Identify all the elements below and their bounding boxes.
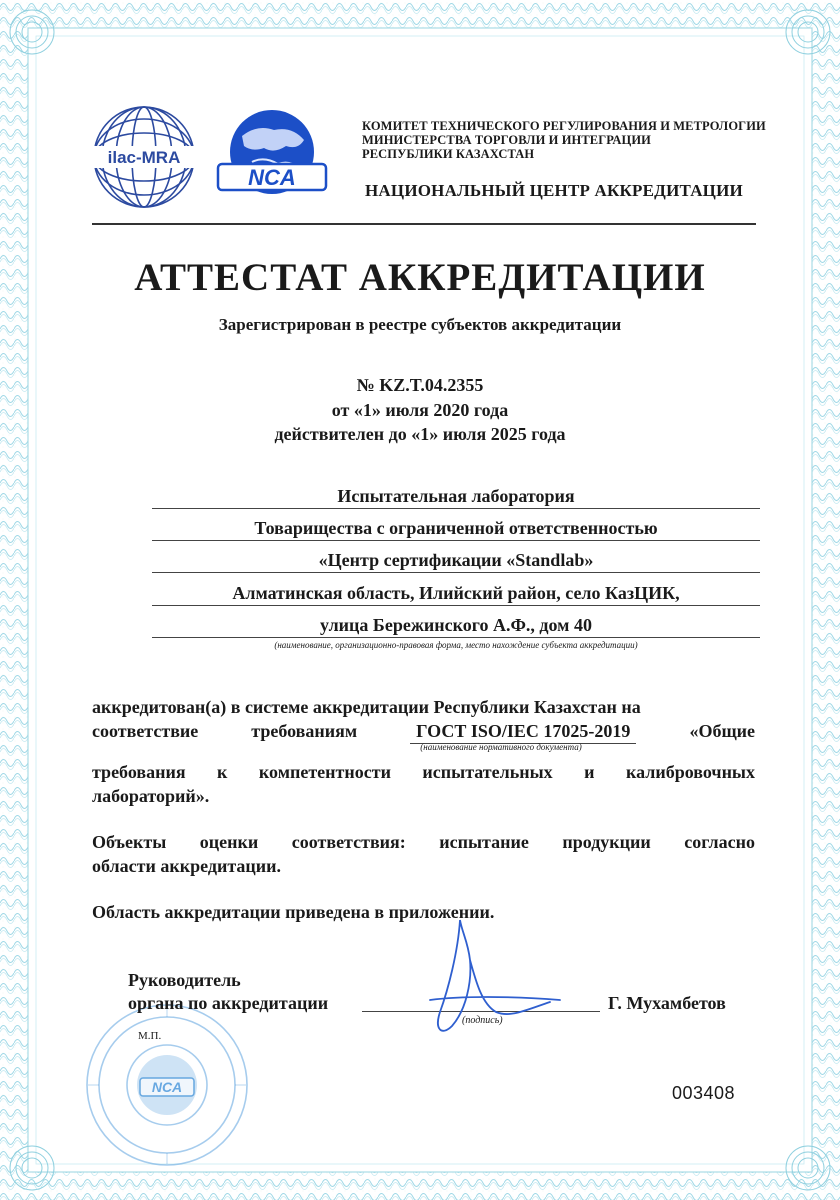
accreditation-line-3: требования к компетентности испытательных и калибровочных bbox=[92, 762, 755, 782]
subject-line: Алматинская область, Илийский район, село КазЦИК, bbox=[152, 583, 760, 606]
accreditation-word: соответствие bbox=[92, 721, 199, 741]
issue-date: от «1» июля 2020 года bbox=[331, 400, 509, 420]
signatory-role-line-1: Руководитель bbox=[128, 970, 241, 990]
subject-line: Товарищества с ограниченной ответственностью bbox=[152, 518, 760, 541]
subject-line: улица Бережинского А.Ф., дом 40 bbox=[152, 615, 760, 638]
header-divider bbox=[92, 223, 756, 225]
issuing-organization bbox=[362, 119, 766, 161]
accreditation-line-1: аккредитован(а) в системе аккредитации Республики Казахстан на bbox=[92, 697, 641, 717]
org-line: КОМИТЕТ ТЕХНИЧЕСКОГО РЕГУЛИРОВАНИЯ И МЕТРОЛОГИИ bbox=[362, 119, 766, 133]
org-line: МИНИСТЕРСТВА ТОРГОВЛИ И ИНТЕГРАЦИИ bbox=[362, 133, 651, 147]
objects-line-1: Объекты оценки соответствия: испытание продукции согласно bbox=[92, 832, 755, 852]
stamp-mark: М.П. bbox=[138, 1030, 162, 1042]
handwritten-signature bbox=[400, 912, 580, 1052]
nca-logo-text: NCA bbox=[248, 165, 296, 190]
standard-reference: ГОСТ ISO/IEC 17025-2019 bbox=[410, 719, 636, 744]
accreditation-word: требованиям bbox=[251, 721, 358, 741]
signature-caption: (подпись) bbox=[462, 1015, 503, 1026]
ilac-logo-text: ilac-MRA bbox=[107, 148, 181, 167]
accreditation-word: «Общие bbox=[689, 721, 755, 741]
subject-line: «Центр сертификации «Standlab» bbox=[152, 550, 760, 573]
org-line: РЕСПУБЛИКИ КАЗАХСТАН bbox=[362, 147, 535, 161]
accreditation-line-4: лабораторий». bbox=[92, 786, 210, 806]
official-stamp bbox=[82, 1000, 252, 1170]
valid-until: действителен до «1» июля 2025 года bbox=[274, 424, 566, 444]
serial-number: 003408 bbox=[672, 1083, 736, 1103]
document-subtitle: Зарегистрирован в реестре субъектов аккредитации bbox=[218, 315, 622, 334]
ilac-mra-logo bbox=[88, 104, 200, 210]
stamp-logo-text: NCA bbox=[151, 1079, 183, 1095]
objects-line-2: области аккредитации. bbox=[92, 856, 282, 876]
accreditation-center-name: НАЦИОНАЛЬНЫЙ ЦЕНТР АККРЕДИТАЦИИ bbox=[365, 181, 743, 200]
scope-statement: Область аккредитации приведена в приложении. bbox=[92, 902, 495, 922]
document-title: АТТЕСТАТ АККРЕДИТАЦИИ bbox=[134, 256, 706, 299]
signatory-name: Г. Мухамбетов bbox=[608, 993, 726, 1013]
signatory-role-line-2: органа по аккредитации bbox=[128, 993, 329, 1013]
nca-logo bbox=[212, 106, 332, 206]
accreditation-line-2 bbox=[92, 719, 755, 744]
subject-line: Испытательная лаборатория bbox=[152, 486, 760, 509]
registration-number: № KZ.T.04.2355 bbox=[356, 375, 484, 395]
subject-caption: (наименование, организационно-правовая форма, место нахождение субъекта аккредитации) bbox=[274, 640, 638, 650]
standard-caption: (наименование нормативного документа) bbox=[420, 742, 582, 752]
